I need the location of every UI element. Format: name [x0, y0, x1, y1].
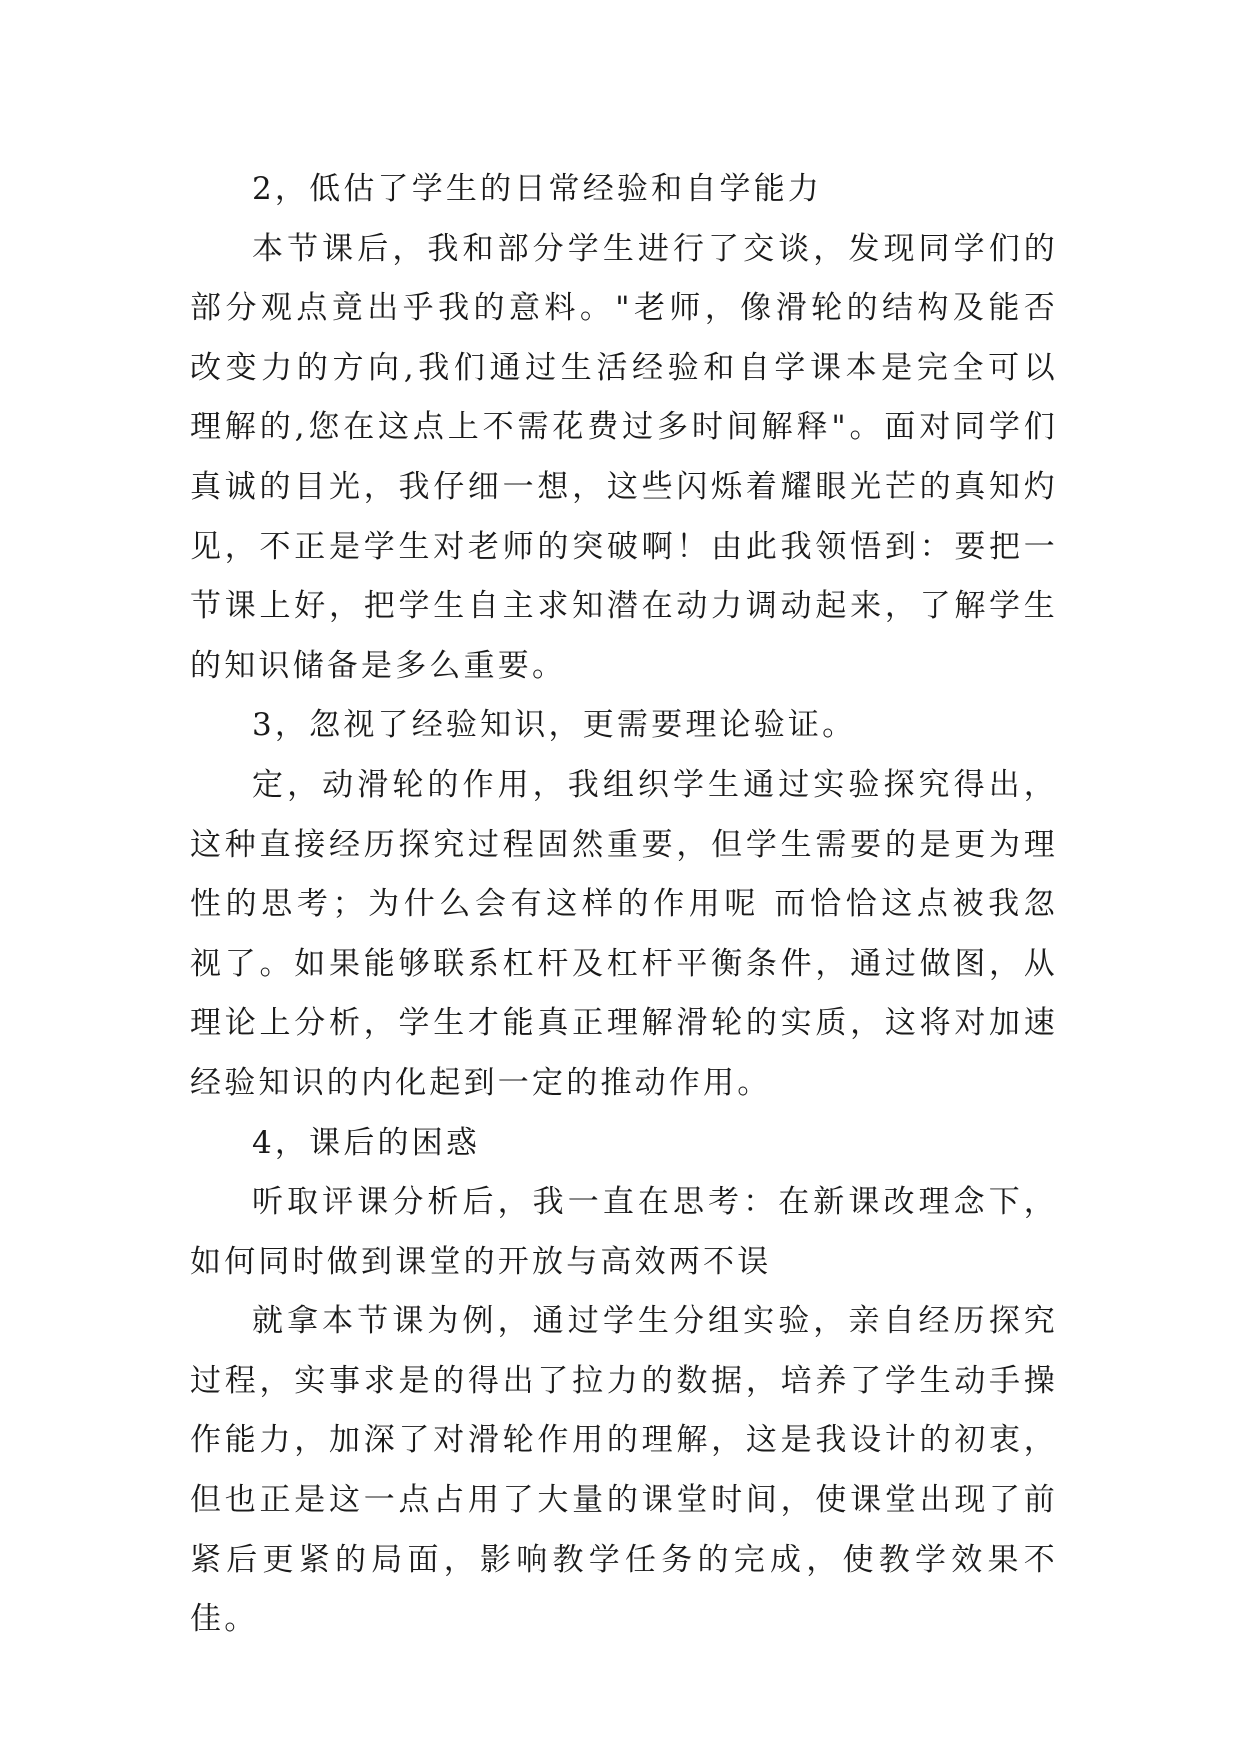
heading-after-class-confusion: 4，课后的困惑: [252, 1124, 481, 1161]
document-page: [190, 160, 1058, 1650]
heading-underestimated-experience: 2，低估了学生的日常经验和自学能力: [252, 171, 823, 207]
heading-ignored-theory: 3，忽视了经验知识，更需要理论验证。: [252, 707, 857, 744]
paragraph-lesson-example: 就拿本节课为例，通过学生分组实验，亲自经历探究过程，实事求是的得出了拉力的数据，培养了学生动手操作能力，加深了对滑轮作用的理解，这是我设计的初衷，但也正是这一点占用了大量的课堂时间，使课堂出现了前紧后更紧的局面，影响教学任务的完成，使教学效果不佳。: [190, 1303, 1058, 1638]
paragraph-pulley-theory: 定，动滑轮的作用，我组织学生通过实验探究得出，这种直接经历探究过程固然重要，但学生需要的是更为理性的思考；为什么会有这样的作用呢 而恰恰这点被我忽视了。如果能够联系杠杆及杠杆平衡条件，通过做图，从理论上分析，学生才能真正理解滑轮的实质，这将对加速经验知识的内化起到一定的推动作用。: [190, 766, 1058, 1101]
paragraph-open-and-efficient: 听取评课分析后，我一直在思考：在新课改理念下，如何同时做到课堂的开放与高效两不误: [190, 1184, 1058, 1280]
paragraph-student-conversation: 本节课后，我和部分学生进行了交谈，发现同学们的部分观点竟出乎我的意料。"老师，像滑轮的结构及能否改变力的方向,我们通过生活经验和自学课本是完全可以理解的,您在这点上不需花费过多时间解释"。面对同学们真诚的目光，我仔细一想，这些闪烁着耀眼光芒的真知灼见，不正是学生对老师的突破啊！由此我领悟到：要把一节课上好，把学生自主求知潜在动力调动起来，了解学生的知识储备是多么重要。: [190, 230, 1058, 684]
